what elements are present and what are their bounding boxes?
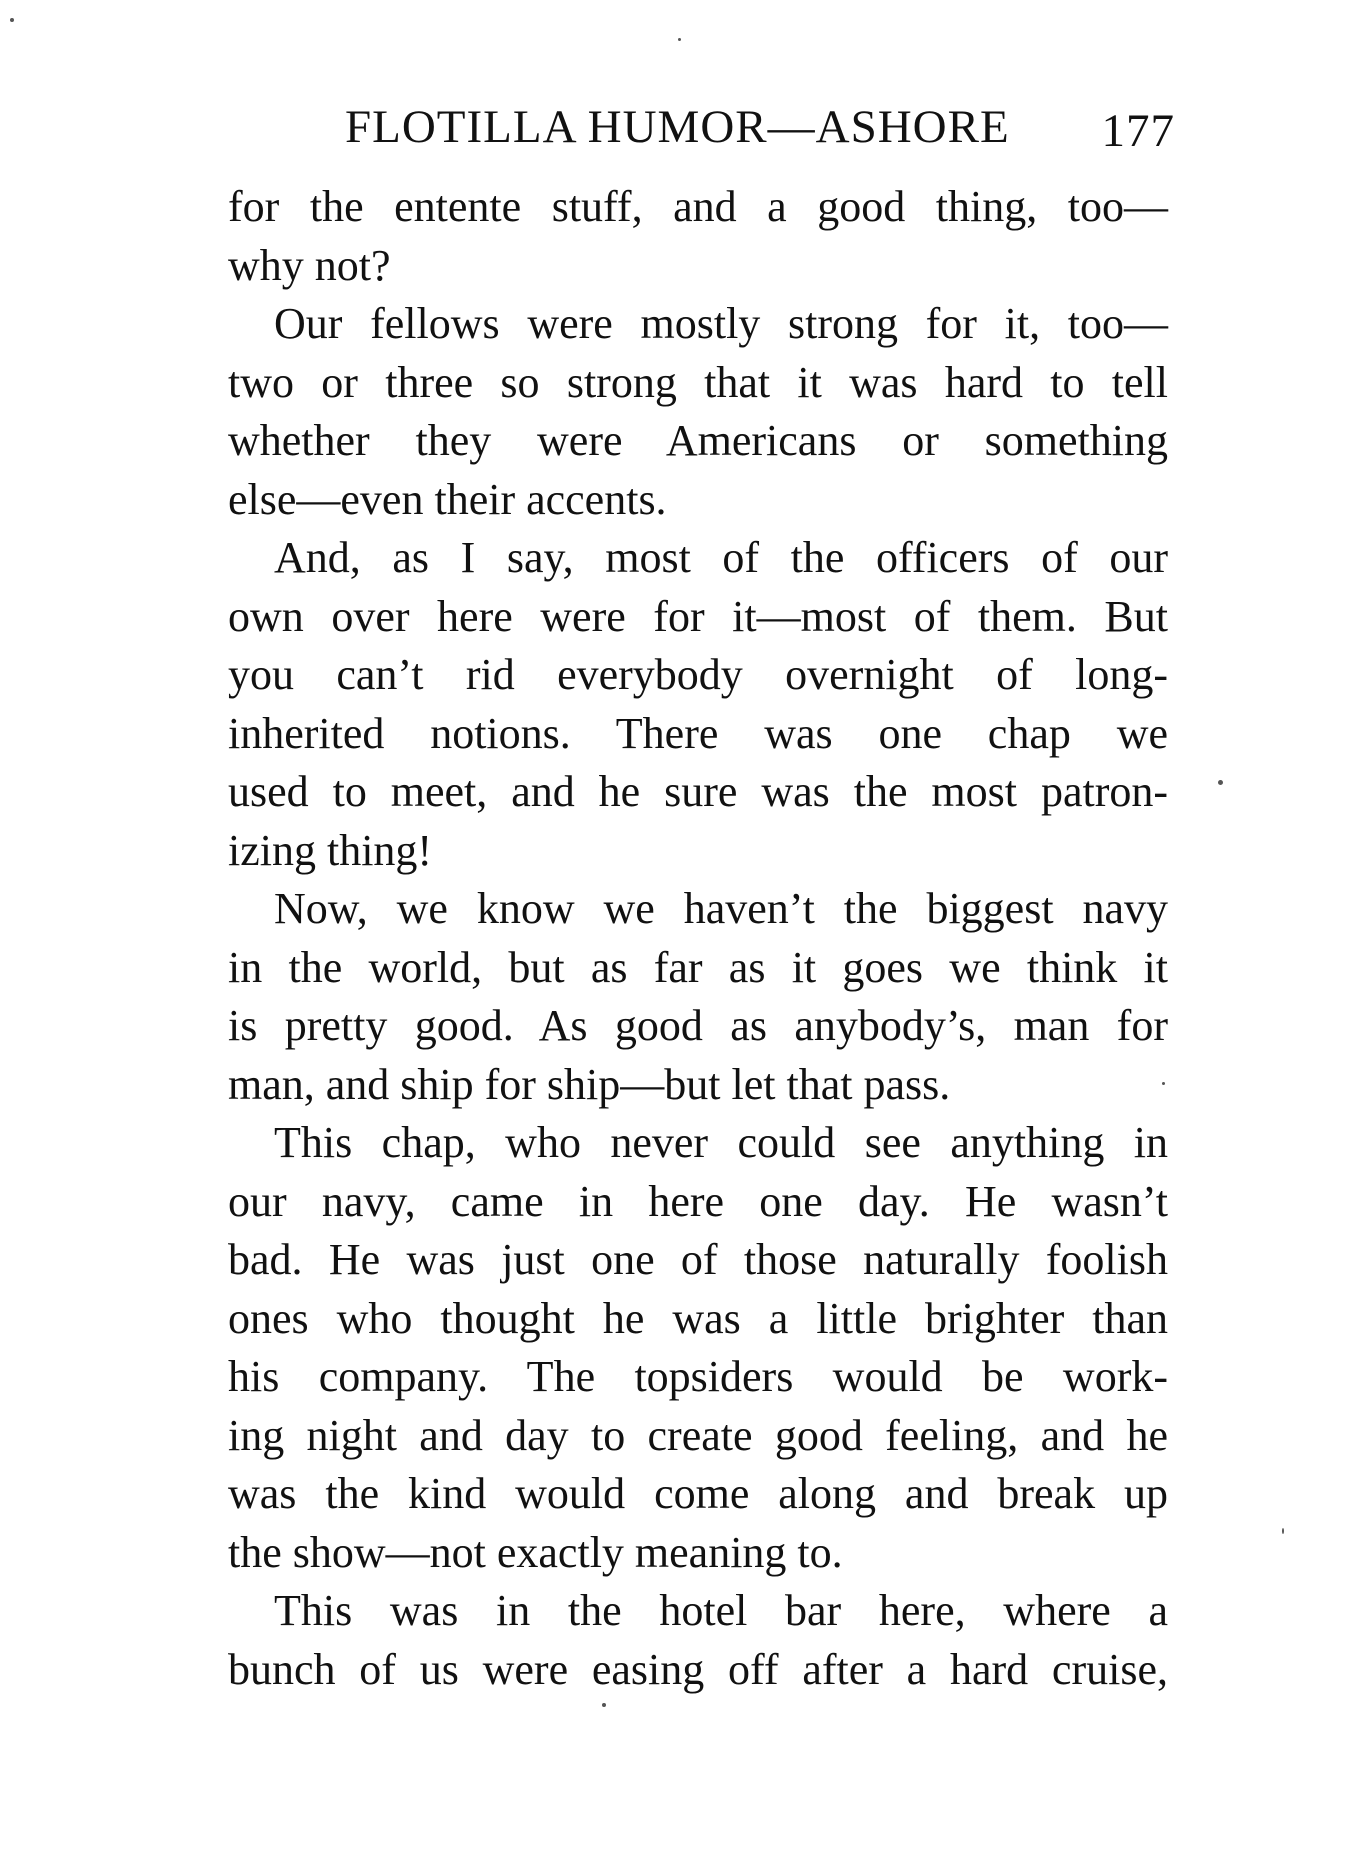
text-line: ing night and day to create good feeling, and he [228, 1410, 1168, 1460]
text-line: This was in the hotel bar here, where a [274, 1586, 1168, 1635]
paragraph [228, 295, 1168, 529]
scan-speck [1162, 1082, 1165, 1085]
running-title: FLOTILLA HUMOR—ASHORE [345, 101, 1010, 153]
text-line: izing thing! [228, 825, 433, 875]
scan-speck [1218, 780, 1223, 785]
paragraph [228, 1582, 1168, 1699]
text-line: two or three so strong that it was hard to tell [228, 357, 1168, 407]
text-line: This chap, who never could see anything in [274, 1118, 1168, 1167]
text-line: bad. He was just one of those naturally foolish [228, 1235, 1168, 1284]
text-line: man, and ship for ship—but let that pass. [228, 1059, 951, 1109]
text-line: inherited notions. There was one chap we [228, 708, 1168, 758]
text-line: whether they were Americans or something [228, 416, 1168, 465]
text-line: why not? [228, 240, 391, 290]
paragraph [228, 880, 1168, 1114]
text-line: is pretty good. As good as anybody’s, man for [228, 1001, 1168, 1050]
text-line: else—even their accents. [228, 474, 667, 524]
text-line: in the world, but as far as it goes we think it [228, 942, 1168, 992]
text-line: Now, we know we haven’t the biggest navy [274, 884, 1168, 933]
page-number: 177 [1101, 105, 1175, 157]
text-line: own over here were for it—most of them. But [228, 591, 1168, 641]
scan-speck [10, 18, 14, 22]
text-line: his company. The topsiders would be work- [228, 1352, 1168, 1401]
paragraph [228, 529, 1168, 880]
body-text [228, 178, 1168, 1699]
text-line: the show—not exactly meaning to. [228, 1527, 843, 1577]
paragraph [228, 1114, 1168, 1582]
text-line: And, as I say, most of the officers of our [274, 533, 1168, 582]
page-header [345, 92, 1175, 162]
text-line: Our fellows were mostly strong for it, too— [274, 299, 1168, 348]
text-line: our navy, came in here one day. He wasn’t [228, 1176, 1168, 1226]
text-line: for the entente stuff, and a good thing, too— [228, 182, 1168, 231]
text-line: was the kind would come along and break up [228, 1469, 1168, 1518]
text-line: used to meet, and he sure was the most patron- [228, 767, 1168, 816]
scan-speck [602, 1703, 606, 1707]
text-line: you can’t rid everybody overnight of long- [228, 650, 1168, 699]
paragraph [228, 178, 1168, 295]
scan-speck [1282, 1528, 1284, 1534]
text-line: ones who thought he was a little brighter than [228, 1293, 1168, 1343]
text-line: bunch of us were easing off after a hard cruise, [228, 1644, 1168, 1694]
scan-speck [678, 38, 681, 41]
